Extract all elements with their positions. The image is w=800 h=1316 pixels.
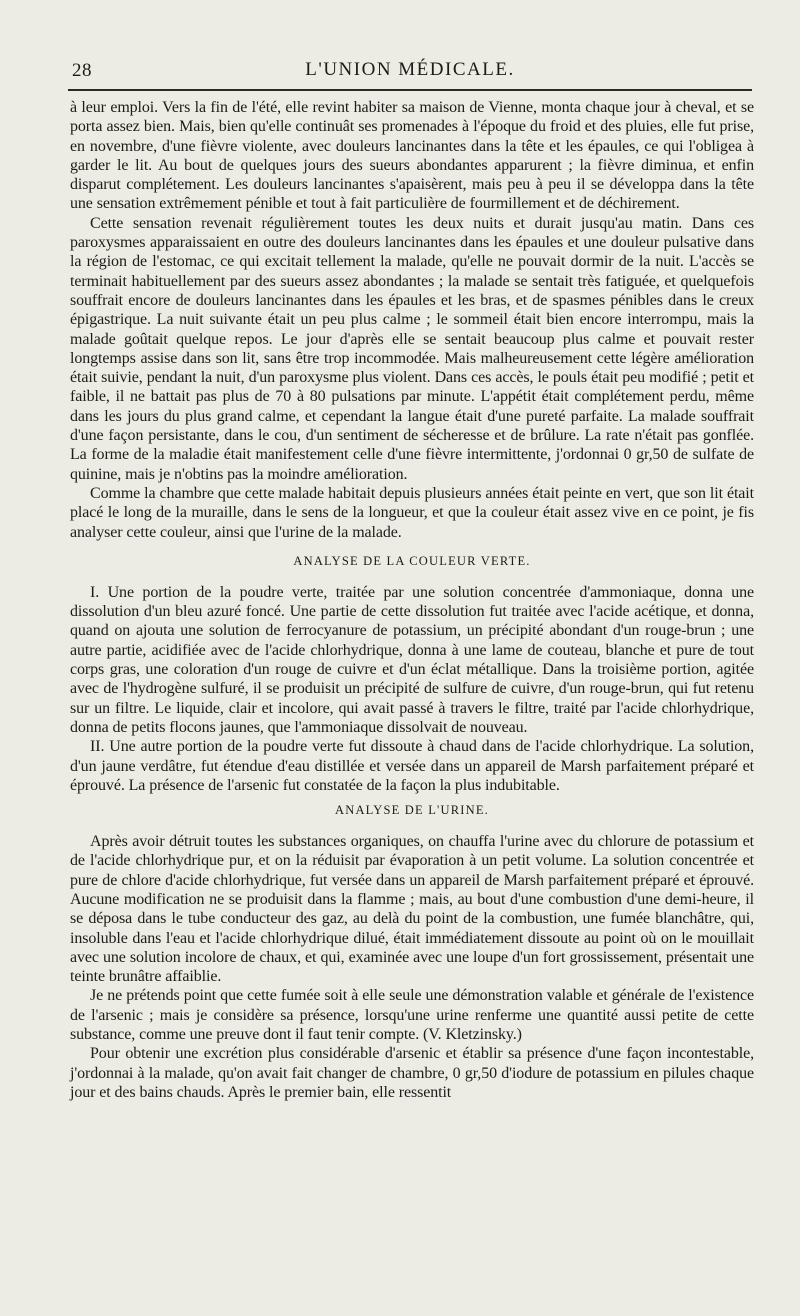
article-body	[70, 98, 754, 1102]
paragraph-analysis-1: I. Une portion de la poudre verte, traitée par une solution concentrée d'ammoniaque, donna une dissolution d'un bleu azuré foncé. Une partie de cette dissolution fut traitée avec l'acide acétique, et donna, quand on ajouta une solution de ferrocyanure de potassium, un précipité abondant d'un rouge-brun ; une autre partie, acidifiée avec de l'acide chlorhydrique, donna à une lame de couteau, blanche et pure de tout corps gras, une coloration d'un rouge de cuivre et d'un éclat métallique. Dans la troisième portion, agitée avec de l'hydrogène sulfuré, il se produisit un précipité de sulfure de cuivre, d'un rouge-brun, qui fut retenu sur un filtre. Le liquide, clair et incolore, qui avait passé à travers le filtre, traité par l'acide chlorhydrique, donna de petits flocons jaunes, que l'ammoniaque dissolvait de nouveau.	[70, 583, 754, 736]
header-rule	[68, 89, 752, 91]
paragraph-continuation: à leur emploi. Vers la fin de l'été, elle revint habiter sa maison de Vienne, monta chaque jour à cheval, et se porta assez bien. Mais, bien qu'elle continuât ses promenades à l'époque du froid et des pluies, elle fut prise, en novembre, d'une fièvre violente, avec douleurs lancinantes dans la tête et les épaules, ce qui l'obligea à garder le lit. Au bout de quelques jours des sueurs abondantes apparurent ; la fièvre diminua, et enfin disparut complétement. Les douleurs lancinantes s'apaisèrent, mais peu à peu il se développa dans la tête une sensation extrêmement pénible et tout à fait particulière de fourmillement et de déchirement.	[70, 99, 754, 213]
paragraph-urine-analysis: Après avoir détruit toutes les substances organiques, on chauffa l'urine avec du chlorure de potassium et de l'acide chlorhydrique pur, et on la réduisit par évaporation à un petit volume. La solution concentrée et pure de chlore d'acide chlorhydrique, fut versée dans un appareil de Marsh parfaitement préparé et éprouvé. Aucune modification ne se produisit dans la flamme ; mais, au bout d'une combustion d'une demi-heure, il se déposa dans le tube conducteur des gaz, au delà du point de la combustion, une fumée blanchâtre, qui, insoluble dans l'eau et l'acide chlorhydrique dilué, était immédiatement dissoute au point où on le mouillait avec une solution incolore de chaux, et qui, examinée avec une loupe d'un fort grossissement, présentait une teinte brunâtre affaiblie.	[70, 833, 754, 986]
page-number: 28	[72, 60, 92, 81]
paragraph-arsenic-evidence: Je ne prétends point que cette fumée soit à elle seule une démonstration valable et générale de l'existence de l'arsenic ; mais je considère sa présence, lorsqu'une urine renferme une quantité aussi petite de cette substance, comme une preuve dont il faut tenir compte. (V. Kletzinsky.)	[70, 987, 754, 1044]
paragraph-paroxysms: Cette sensation revenait régulièrement toutes les deux nuits et durait jusqu'au matin. Dans ces paroxysmes apparaissaient en outre des douleurs lancinantes dans les épaules et une douleur pulsative dans la région de l'estomac, ce qui excitait tellement la malade, qu'elle ne pouvait dormir de la nuit. L'accès se terminait habituellement par des sueurs assez abondantes ; la malade se sentait très fatiguée, et quelquefois souffrait encore de douleurs lancinantes dans les épaules et les bras, et de spasmes pénibles dans le creux épigastrique. La nuit suivante était un peu plus calme ; le sommeil était bien encore interrompu, mais la malade goûtait quelque repos. Le jour d'après elle se sentait beaucoup plus calme et pouvait rester longtemps assise dans son lit, sans être trop incommodée. Mais malheureusement cette légère amélioration était suivie, pendant la nuit, d'un paroxysme plus violent. Dans ces accès, le pouls était peu modifié ; petit et faible, il ne battait pas plus de 70 à 80 pulsations par minute. L'appétit était complétement perdu, même dans les jours du plus grand calme, et cependant la langue était d'une pureté parfaite. La malade souffrait d'une façon persistante, dans le cou, d'un sentiment de sécheresse et de brûlure. La rate n'était pas gonflée. La forme de la maladie était manifestement celle d'une fièvre intermittente, j'ordonnai 0 gr,50 de sulfate de quinine, mais je n'obtins pas la moindre amélioration.	[70, 214, 754, 483]
section-heading-urine: ANALYSE DE L'URINE.	[335, 803, 489, 818]
paragraph-iodide-treatment: Pour obtenir une excrétion plus considérable d'arsenic et établir sa présence d'une façon incontestable, j'ordonnai à la malade, qu'on avait fait changer de chambre, 0 gr,50 d'iodure de potassium en pilules chaque jour et des bains chauds. Après le premier bain, elle ressentit	[70, 1045, 754, 1101]
page-header	[68, 56, 752, 84]
section-heading-green-color: ANALYSE DE LA COULEUR VERTE.	[293, 553, 531, 568]
running-title: L'UNION MÉDICALE.	[305, 59, 515, 80]
paragraph-analysis-2: II. Une autre portion de la poudre verte fut dissoute à chaud dans de l'acide chlorhydrique. La solution, d'un jaune verdâtre, fut étendue d'eau distillée et versée dans un appareil de Marsh parfaitement préparé et éprouvé. La présence de l'arsenic fut constatée de la façon la plus indubitable.	[70, 738, 754, 794]
paragraph-green-room: Comme la chambre que cette malade habitait depuis plusieurs années était peinte en vert, que son lit était placé le long de la muraille, dans le sens de la longueur, et que la couleur était assez vive en ce point, je fis analyser cette couleur, ainsi que l'urine de la malade.	[70, 484, 754, 541]
